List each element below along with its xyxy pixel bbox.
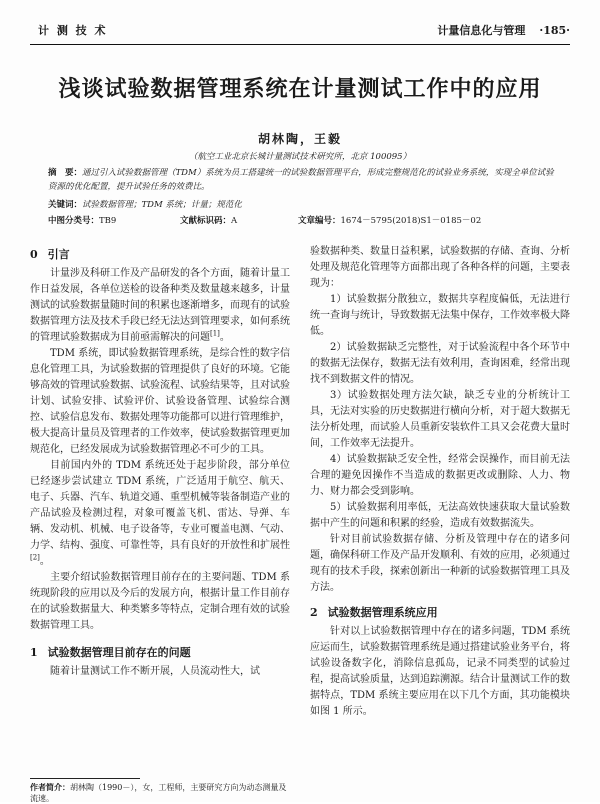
document-code: 文献标识码：A [180,216,238,226]
classification-codes [48,214,568,228]
paragraph: 目前国内外的 TDM 系统还处于起步阶段，部分单位已经逐步尝试建立 TDM 系统，广泛适用于航空、航天、电子、兵器、汽车、轨道交通、重型机械等装备制造产业的产品试验及检测过程，对象可覆盖飞机、雷达、导弹、车辆、发动机、机械、电子设备等，专业可覆盖电测、气动、力学、结构、强度、可靠性等，具有良好的开放性和扩展性[2]。 [30,460,290,567]
page-number: ·185· [539,24,570,37]
paragraph: 计量涉及科研工作及产品研发的各个方面，随着计量工作日益发展，各单位送检的设备种类及数量越来越多，计量测试的试验数据量随时间的积累也逐渐增多，而现有的试验数据管理方法及技术手段已经无法达到管理要求，如何系统的管理试验数据成为目前亟需解决的问题[1]。 [30,268,290,343]
section-and-page [423,22,570,38]
section-heading-1: 1 试验数据管理目前存在的问题 [30,646,191,659]
list-item: 2）试验数据缺乏完整性，对于试验流程中各个环节中的数据无法保存，数据无法有效利用，查询困难，经常出现找不到数据文件的情况。 [310,342,570,385]
running-header [38,22,570,40]
right-column [310,244,570,720]
authors: 胡林陶，王毅 [257,132,342,146]
keywords-text: 试验数据管理；TDM 系统；计量；规范化 [82,200,242,210]
paragraph: TDM 系统，即试验数据管理系统，是综合性的数字信息化管理工具，为试验数据的管理提供了良好的环境。它能够高效的管理试验数据、试验流程、试验结果等，且对试验计划、试验安排、试验评价、试验设备管理、试验综合测控、试验信息发布、数据处理等功能都可以进行管理维护，极大提高计量员及管理者的工作效率，使试验数据管理更加规范化，已经发展成为试验数据管理必不可少的工具。 [30,348,290,455]
footnote-label: 作者简介： [30,782,70,792]
author-footnote [30,782,292,804]
paragraph: 验数据种类、数量日益积累，试验数据的存储、查询、分析处理及规范化管理等方面都出现了各种各样的问题，主要表现为： [310,246,570,289]
section-title: 计量信息化与管理 [437,24,526,37]
journal-name: 计 测 技 术 [38,24,108,37]
abstract-text: 通过引入试验数据管理（TDM）系统为员工搭建统一的试验数据管理平台，形成完整规范化的试验业务系统，实现全单位试验资源的优化配置，提升试验任务的效费比。 [48,168,554,192]
clc-code: 中图分类号：TB9 [48,216,117,226]
keywords-label: 关键词： [48,200,83,210]
paragraph: 针对目前试验数据存储、分析及管理中存在的诸多问题，确保科研工作及产品开发顺利、有效的应用，必须通过现有的技术手段，探索创新出一种新的试验数据管理工具及方法。 [310,534,570,593]
paragraph: 针对以上试验数据管理中存在的诸多问题，TDM 系统应运而生，试验数据管理系统是通过搭建试验业务平台，将试验设备数字化，消除信息孤岛，记录不同类型的试验过程，提高试验质量，达到追踪溯源。结合计量测试工作的数据特点，TDM 系统主要应用在以下几个方面，其功能模块如图 1 所示。 [310,626,570,717]
article-number: 文章编号：1674－5795(2018)S1－0185－02 [298,216,482,226]
footnote-text: 胡林陶（1990－），女，工程师，主要研究方向为动态测量及流速。 [30,783,287,803]
list-item: 1）试验数据分散独立，数据共享程度偏低，无法进行统一查询与统计，导致数据无法集中保存，工作效率极大降低。 [310,294,570,337]
paragraph: 主要介绍试验数据管理目前存在的主要问题、TDM 系统现阶段的应用以及今后的发展方向，根据计量工作目前存在的试验数据量大、种类繁多等特点，定制合理有效的试验数据管理工具。 [30,572,290,631]
list-item: 5）试验数据利用率低，无法高效快速获取大量试验数据中产生的问题和积累的经验，造成有效数据流失。 [310,502,570,529]
abstract [48,166,558,194]
citation: [2] [30,553,40,562]
footnote-rule [30,778,140,779]
section-heading-2: 2 试验数据管理系统应用 [310,606,438,619]
header-rule [30,44,570,45]
left-column [30,244,290,680]
section-heading-0: 0 引言 [30,248,70,261]
affiliation: （航空工业北京长城计量测试技术研究所，北京 100095） [188,152,412,162]
article-title: 浅谈试验数据管理系统在计量测试工作中的应用 [58,77,542,102]
keywords [48,198,558,212]
abstract-label: 摘 要： [48,168,83,178]
list-item: 3）试验数据处理方法欠缺，缺乏专业的分析统计工具，无法对实验的历史数据进行横向分析，对于超大数据无法分析处理，而试验人员重新安装软件工具又会花费大量时间，工作效率无法提升。 [310,390,570,449]
list-item: 4）试验数据缺乏安全性，经常会误操作，而目前无法合理的避免因操作不当造成的数据更改或删除、人力、物力、财力都会受到影响。 [310,454,570,497]
paragraph: 随着计量测试工作不断开展，人员流动性大，试 [50,666,260,677]
citation: [1] [210,329,220,338]
